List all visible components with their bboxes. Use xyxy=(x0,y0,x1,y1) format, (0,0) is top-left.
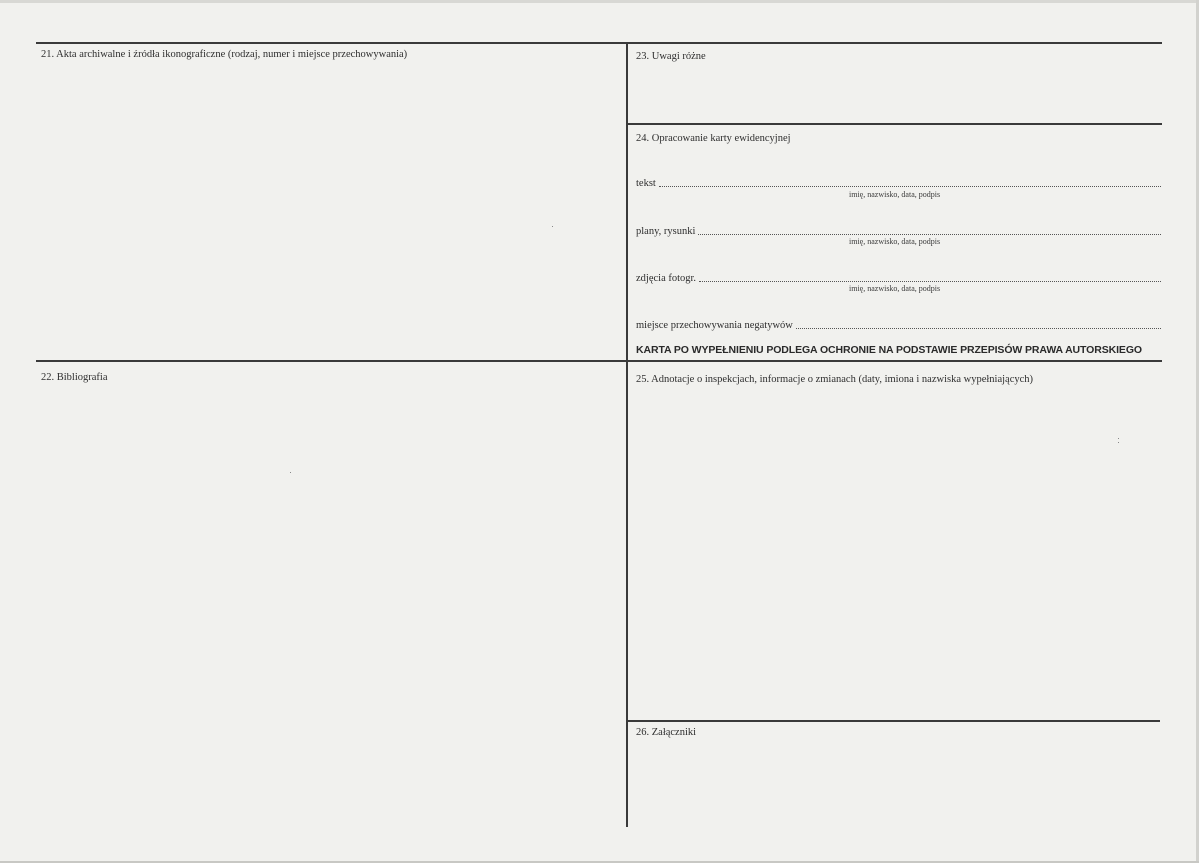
scan-speck xyxy=(1118,438,1119,439)
field-zdjecia-fotogr-hint: imię, nazwisko, data, podpis xyxy=(849,284,941,293)
section-22-label: 22. Bibliografia xyxy=(41,372,108,383)
field-plany-rysunki-line[interactable] xyxy=(698,233,1161,235)
section-21-label: 21. Akta archiwalne i źródła ikonograficzne (rodzaj, numer i miejsce przechowywania) xyxy=(41,49,408,60)
field-miejsce-negatywow-label: miejsce przechowywania negatywów xyxy=(636,320,793,331)
scan-edge-top xyxy=(0,0,1199,3)
field-tekst-line[interactable] xyxy=(659,185,1161,187)
field-tekst-hint: imię, nazwisko, data, podpis xyxy=(849,190,941,199)
section-26-label: 26. Załączniki xyxy=(636,727,697,738)
scan-speck xyxy=(290,472,291,473)
scan-speck xyxy=(552,226,553,227)
rule-25-26 xyxy=(627,720,1160,722)
center-divider xyxy=(626,42,628,827)
field-tekst-label: tekst xyxy=(636,178,656,189)
field-plany-rysunki[interactable] xyxy=(636,226,1161,237)
middle-rule xyxy=(36,360,1162,362)
field-zdjecia-fotogr[interactable] xyxy=(636,273,1161,284)
field-miejsce-negatywow-line[interactable] xyxy=(796,327,1161,329)
rule-23-24 xyxy=(627,123,1162,125)
section-24-label: 24. Opracowanie karty ewidencyjnej xyxy=(636,133,791,144)
field-plany-rysunki-hint: imię, nazwisko, data, podpis xyxy=(849,237,941,246)
copyright-notice: KARTA PO WYPEŁNIENIU PODLEGA OCHRONIE NA PODSTAWIE PRZEPISÓW PRAWA AUTORSKIEGO xyxy=(636,344,1142,356)
field-zdjecia-fotogr-line[interactable] xyxy=(699,280,1161,282)
section-23-label: 23. Uwagi różne xyxy=(636,51,706,62)
field-tekst[interactable] xyxy=(636,178,1161,189)
top-rule xyxy=(36,42,1162,44)
field-plany-rysunki-label: plany, rysunki xyxy=(636,226,696,237)
field-miejsce-negatywow[interactable] xyxy=(636,320,1161,331)
field-zdjecia-fotogr-label: zdjęcia fotogr. xyxy=(636,273,697,284)
scan-speck xyxy=(1118,442,1119,443)
section-25-label: 25. Adnotacje o inspekcjach, informacje o zmianach (daty, imiona i nazwiska wypełniających) xyxy=(636,374,1034,385)
